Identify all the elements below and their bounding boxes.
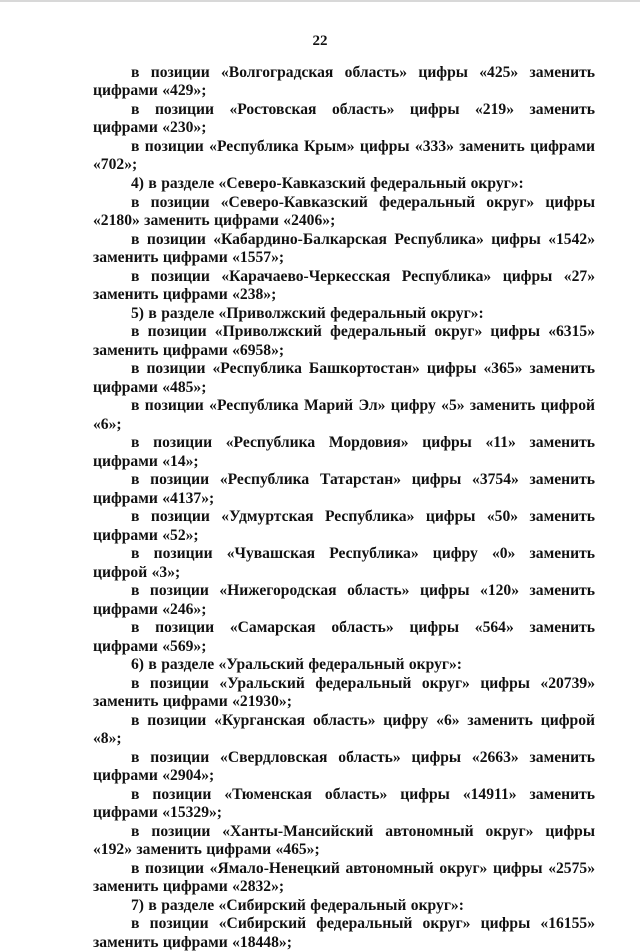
paragraph: в позиции «Республика Мордовия» цифры «11» заменить цифрами «14»; — [93, 434, 595, 470]
paragraph: в позиции «Кабардино-Балкарская Республика» цифры «1542» заменить цифрами «1557»; — [93, 230, 595, 266]
paragraph: в позиции «Чувашская Республика» цифру «0» заменить цифрой «3»; — [93, 545, 595, 581]
paragraph: в позиции «Сибирский федеральный округ» цифры «16155» заменить цифрами «18448»; — [93, 915, 595, 951]
paragraph: в позиции «Нижегородская область» цифры «120» заменить цифрами «246»; — [93, 582, 595, 618]
paragraph: в позиции «Удмуртская Республика» цифры «50» заменить цифрами «52»; — [93, 508, 595, 544]
document-body — [93, 64, 595, 952]
paragraph: в позиции «Ямало-Ненецкий автономный округ» цифры «2575» заменить цифрами «2832»; — [93, 859, 595, 896]
paragraph: в позиции «Тюменская область» цифры «14911» заменить цифрами «15329»; — [93, 785, 595, 822]
paragraph: в позиции «Ростовская область» цифры «219» заменить цифрами «230»; — [93, 101, 595, 137]
paragraph: в позиции «Северо-Кавказский федеральный округ» цифры «2180» заменить цифрами «2406»; — [93, 193, 595, 229]
paragraph: в позиции «Республика Крым» цифры «333» заменить цифрами «702»; — [93, 138, 595, 174]
paragraph: в позиции «Приволжский федеральный округ» цифры «6315» заменить цифрами «6958»; — [93, 323, 595, 359]
section-heading: 6) в разделе «Уральский федеральный округ»: — [131, 656, 462, 674]
section-heading: 7) в разделе «Сибирский федеральный округ»: — [131, 896, 464, 914]
paragraph: в позиции «Волгоградская область» цифры «425» заменить цифрами «429»; — [93, 64, 595, 100]
paragraph: в позиции «Республика Башкортостан» цифры «365» заменить цифрами «485»; — [93, 360, 595, 396]
paragraph: в позиции «Свердловская область» цифры «2663» заменить цифрами «2904»; — [93, 748, 595, 785]
paragraph: в позиции «Карачаево-Черкесская Республика» цифры «27» заменить цифрами «238»; — [93, 267, 595, 303]
paragraph: в позиции «Уральский федеральный округ» цифры «20739» заменить цифрами «21930»; — [93, 674, 595, 711]
paragraph: в позиции «Курганская область» цифру «6» заменить цифрой «8»; — [93, 711, 595, 748]
page-number: 22 — [312, 33, 328, 49]
paragraph: в позиции «Республика Марий Эл» цифру «5» заменить цифрой «6»; — [93, 397, 595, 433]
paragraph: в позиции «Самарская область» цифры «564» заменить цифрами «569»; — [93, 619, 595, 655]
scan-edge — [0, 0, 640, 2]
section-heading: 4) в разделе «Северо-Кавказский федеральный округ»: — [131, 175, 524, 192]
paragraph: в позиции «Республика Татарстан» цифры «3754» заменить цифрами «4137»; — [93, 471, 595, 507]
paragraph: в позиции «Ханты-Мансийский автономный округ» цифры «192» заменить цифрами «465»; — [93, 822, 595, 859]
section-heading: 5) в разделе «Приволжский федеральный округ»: — [131, 304, 484, 322]
